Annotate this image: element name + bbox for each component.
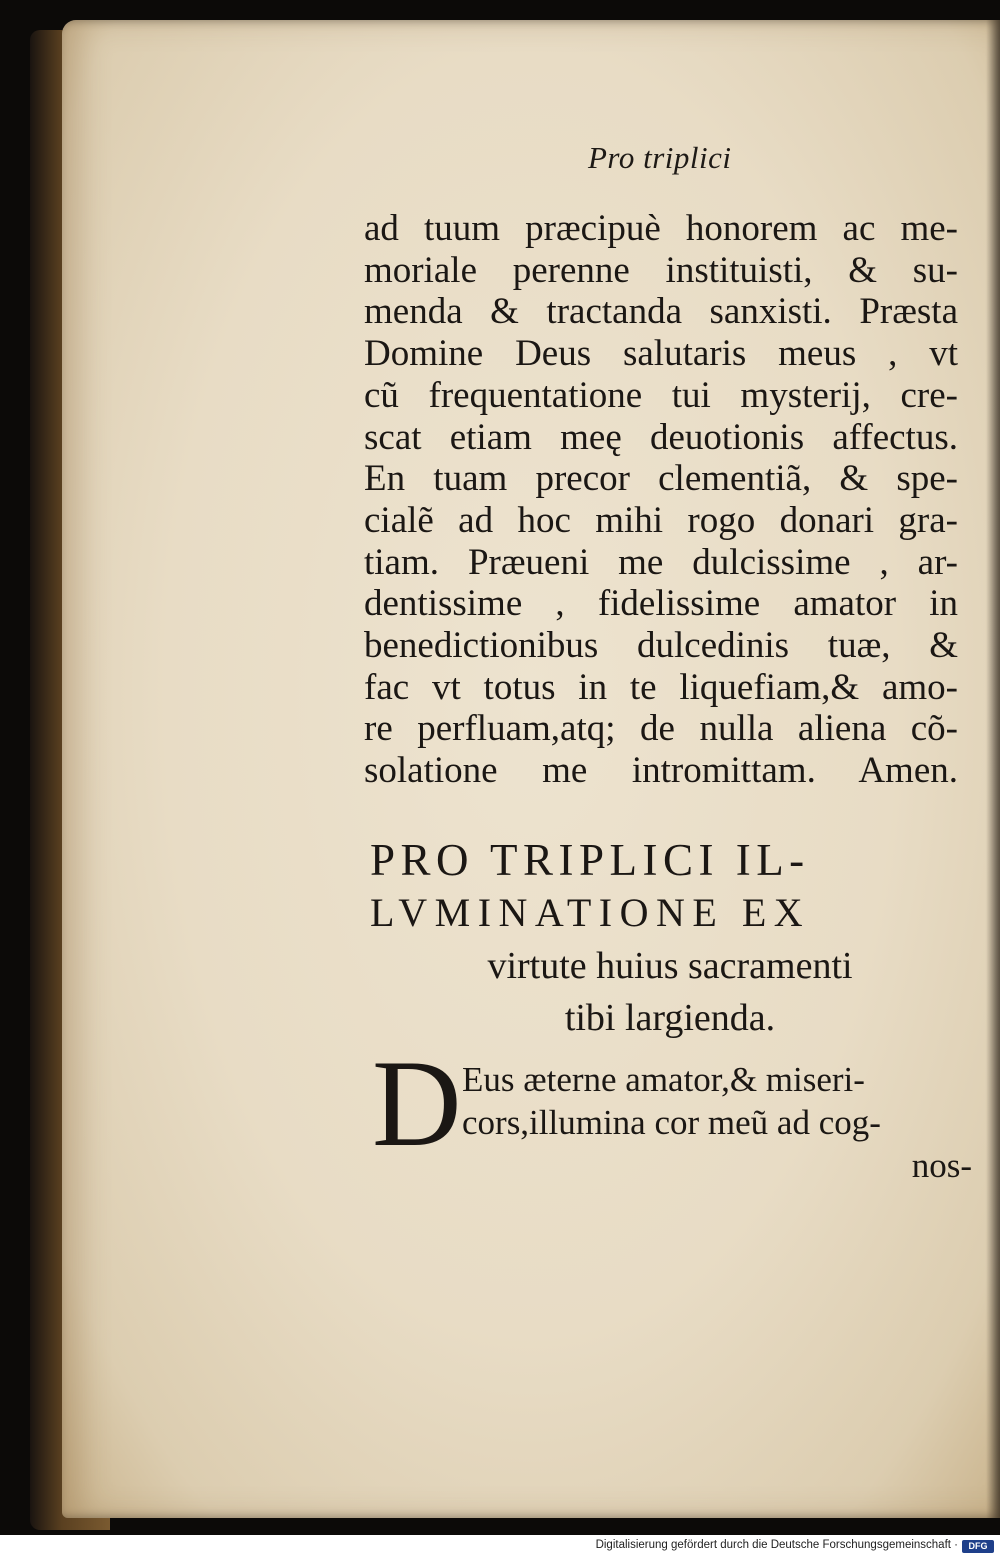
funding-credit: Digitalisierung gefördert durch die Deutsche Forschungsgemeinschaft ·	[595, 1539, 958, 1551]
text-line: Eus æterne amator,& miseri-	[462, 1060, 865, 1099]
text-line: dentissime , fidelissime amator in	[364, 583, 958, 625]
text-line: benedictionibus dulcedinis tuæ, &	[364, 625, 958, 667]
heading-line-2: LVMINATIONE EX	[370, 890, 811, 935]
page-gutter-shadow	[986, 20, 1000, 1518]
text-line: scat etiam meę deuotionis affectus.	[364, 416, 958, 458]
drop-cap: D	[372, 1035, 462, 1172]
text-line: cialẽ ad hoc mihi rogo donari gra-	[364, 499, 958, 541]
text-line: nos-	[911, 1146, 972, 1185]
text-line: fac vt totus in te liquefiam,& amo-	[364, 666, 958, 708]
text-line: En tuam precor clementiã, & spe-	[364, 458, 958, 500]
body-text	[364, 208, 964, 792]
drop-paragraph-lines	[462, 1058, 972, 1187]
running-head: Pro triplici	[588, 140, 732, 175]
section-heading	[370, 834, 970, 1044]
text-line: solatione me intromittam. Amen.	[364, 750, 958, 792]
text-line: cors,illumina cor meũ ad cog-	[462, 1103, 881, 1142]
heading-line-1: PRO TRIPLICI IL-	[370, 835, 810, 885]
heading-line-4: tibi largienda.	[564, 997, 776, 1039]
dfg-logo: DFG	[962, 1540, 994, 1553]
text-line: menda & tractanda sanxisti. Præsta	[364, 291, 958, 333]
text-line: ad tuum præcipuè honorem ac me-	[364, 208, 958, 249]
text-line: Domine Deus salutaris meus , vt	[364, 333, 958, 375]
heading-line-3: virtute huius sacramenti	[487, 945, 853, 987]
text-line: cũ frequentatione tui mysterij, cre-	[364, 374, 958, 416]
text-line: re perfluam,atq; de nulla aliena cõ-	[364, 708, 958, 750]
text-line: tiam. Præueni me dulcissime , ar-	[364, 541, 958, 583]
text-line: moriale perenne instituisti, & su-	[364, 249, 958, 291]
footer-strip	[0, 1535, 1000, 1559]
